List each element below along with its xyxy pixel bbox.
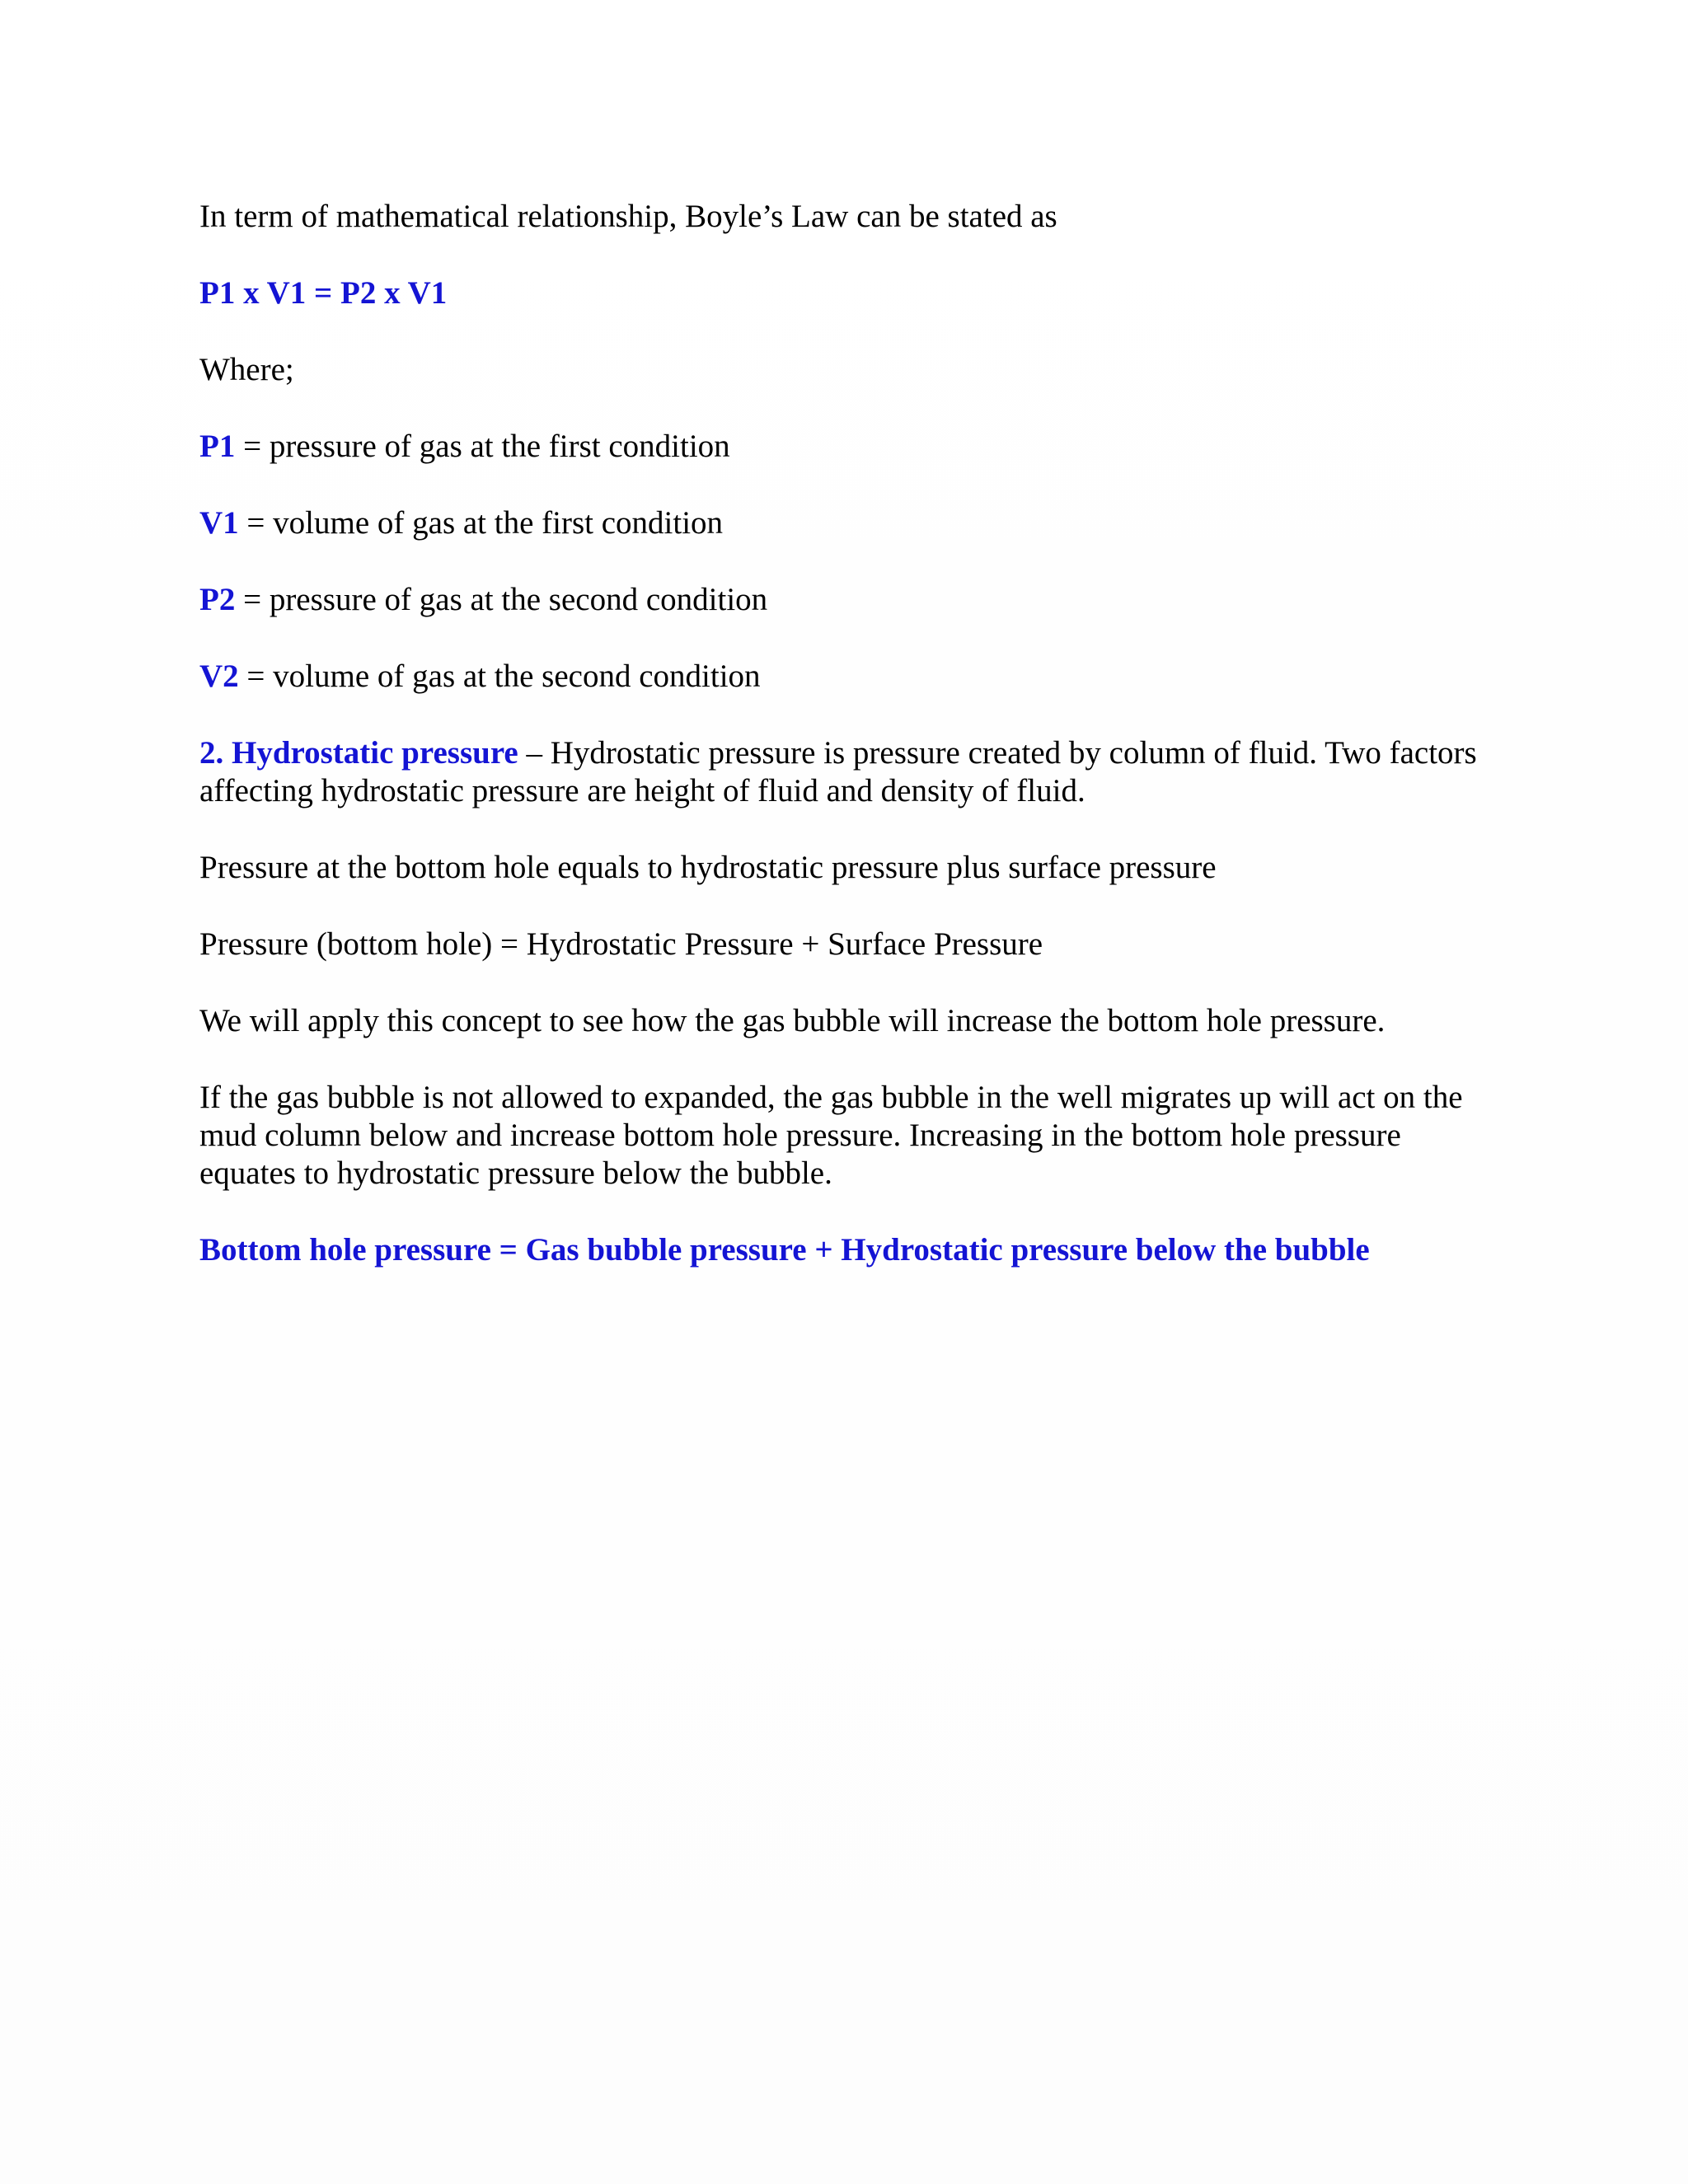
definition-text: = pressure of gas at the second condition bbox=[235, 582, 768, 617]
bottom-hole-statement: Pressure at the bottom hole equals to hydrostatic pressure plus surface pressure bbox=[199, 850, 1217, 885]
definition-text: = volume of gas at the second condition bbox=[238, 658, 761, 694]
hydrostatic-pressure-paragraph bbox=[199, 734, 1502, 810]
apply-concept-paragraph: We will apply this concept to see how the gas bubble will increase the bottom hole pressure. bbox=[199, 1003, 1386, 1038]
intro-paragraph: In term of mathematical relationship, Boyle’s Law can be stated as bbox=[199, 199, 1057, 234]
document-body bbox=[199, 198, 1502, 1308]
definition-term: P2 bbox=[199, 582, 236, 617]
definition-p2 bbox=[199, 581, 1502, 619]
definition-term: V1 bbox=[199, 505, 239, 541]
definition-p1 bbox=[199, 428, 1502, 466]
bottom-hole-equation: Pressure (bottom hole) = Hydrostatic Pressure + Surface Pressure bbox=[199, 926, 1043, 962]
bottom-hole-pressure-formula: Bottom hole pressure = Gas bubble pressure + Hydrostatic pressure below the bubble bbox=[199, 1232, 1370, 1268]
section-text: – Hydrostatic pressure is pressure created by column of fluid. Two factors affecting hydrostatic pressure are height of fluid and density of fluid. bbox=[199, 735, 1477, 808]
definition-v1 bbox=[199, 504, 1502, 542]
definition-text: = pressure of gas at the first condition bbox=[235, 429, 730, 464]
definition-text: = volume of gas at the first condition bbox=[238, 505, 724, 541]
where-label: Where; bbox=[199, 352, 294, 387]
section-heading: 2. Hydrostatic pressure bbox=[199, 735, 518, 771]
definition-v2 bbox=[199, 658, 1502, 696]
definition-term: V2 bbox=[199, 658, 239, 694]
gas-bubble-paragraph: If the gas bubble is not allowed to expanded, the gas bubble in the well migrates up will act on the mud column below and increase bottom hole pressure. Increasing in the bottom hole pressure equates to hydrostatic pressure below the bubble. bbox=[199, 1080, 1463, 1191]
definition-term: P1 bbox=[199, 429, 236, 464]
boyles-law-formula: P1 x V1 = P2 x V1 bbox=[199, 275, 448, 311]
